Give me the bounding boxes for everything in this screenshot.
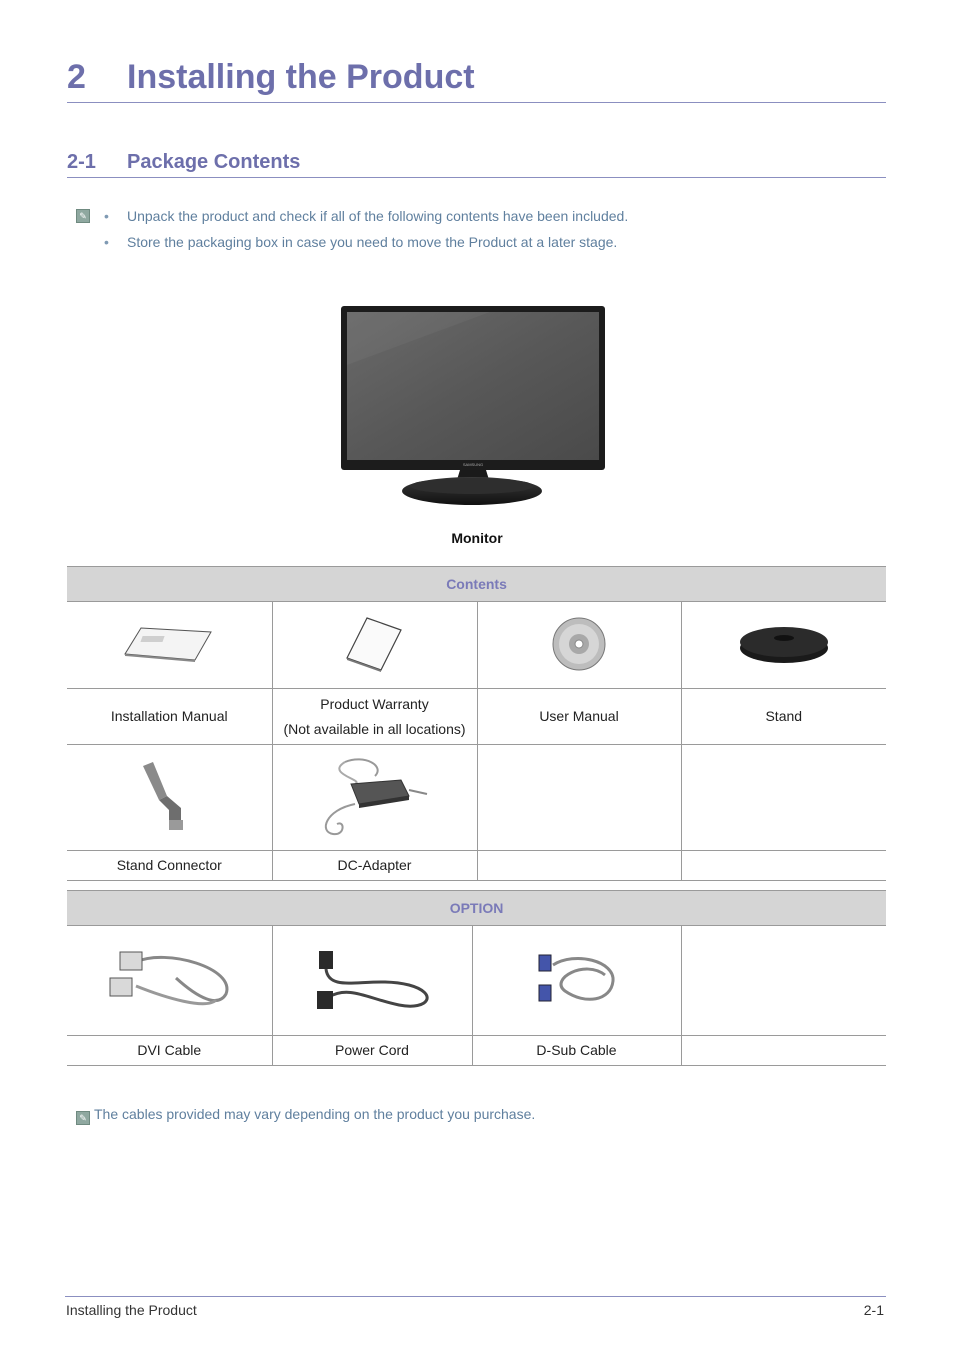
installation-manual-label: Installation Manual — [67, 689, 272, 745]
section-number: 2-1 — [67, 151, 96, 173]
d-sub-cable-label: D-Sub Cable — [472, 1036, 681, 1066]
product-warranty-note: (Not available in all locations) — [283, 720, 466, 737]
cd-icon — [551, 616, 607, 672]
contents-table — [67, 566, 886, 881]
footer-title: Installing the Product — [66, 1302, 197, 1318]
stand-connector-label: Stand Connector — [67, 851, 272, 881]
stand-icon — [738, 622, 830, 666]
note-icon: ✎ — [76, 1111, 90, 1125]
d-sub-cable-icon — [535, 951, 619, 1007]
contents-label-row — [67, 851, 886, 881]
empty-cell — [477, 745, 681, 851]
installation-manual-cell — [67, 602, 272, 689]
monitor-brand-logo: SAMSUNG — [462, 462, 484, 467]
dc-adapter-cell — [272, 745, 477, 851]
dvi-cable-cell — [67, 926, 272, 1036]
chapter-heading — [67, 56, 886, 103]
footnote — [76, 1106, 535, 1125]
empty-label — [477, 851, 681, 881]
chapter-title: Installing the Product — [127, 58, 475, 96]
dvi-cable-label: DVI Cable — [67, 1036, 272, 1066]
note-icon: ✎ — [76, 209, 90, 223]
option-header-row — [67, 891, 886, 926]
user-manual-cell — [477, 602, 681, 689]
dc-adapter-icon — [315, 754, 435, 838]
contents-header: Contents — [67, 567, 886, 602]
contents-header-row — [67, 567, 886, 602]
option-header: OPTION — [67, 891, 886, 926]
power-cord-icon — [309, 945, 435, 1013]
note-text: Unpack the product and check if all of the following contents have been included. — [127, 208, 629, 224]
product-warranty-label: Product Warranty — [320, 695, 429, 712]
option-label-row — [67, 1036, 886, 1066]
contents-image-row — [67, 602, 886, 689]
d-sub-cable-cell — [472, 926, 681, 1036]
bullet-icon: • — [104, 234, 109, 250]
user-manual-label: User Manual — [477, 689, 681, 745]
dc-adapter-label: DC-Adapter — [272, 851, 477, 881]
power-cord-label: Power Cord — [272, 1036, 472, 1066]
stand-connector-cell — [67, 745, 272, 851]
note-text: Store the packaging box in case you need to move the Product at a later stage. — [127, 234, 618, 250]
chapter-number: 2 — [67, 58, 86, 96]
product-warranty-cell — [272, 602, 477, 689]
installation-manual-icon — [123, 624, 215, 664]
product-warranty-icon — [345, 616, 405, 672]
stand-cell — [681, 602, 886, 689]
monitor-image — [340, 305, 606, 509]
option-table — [67, 890, 886, 1066]
product-warranty-label-cell — [272, 689, 477, 745]
page-number: 2-1 — [863, 1302, 884, 1318]
empty-label — [681, 851, 886, 881]
empty-cell — [681, 926, 886, 1036]
option-image-row — [67, 926, 886, 1036]
dvi-cable-icon — [106, 948, 232, 1010]
stand-label: Stand — [681, 689, 886, 745]
stand-connector-icon — [139, 760, 199, 832]
section-title: Package Contents — [127, 151, 301, 173]
empty-cell — [681, 745, 886, 851]
power-cord-cell — [272, 926, 472, 1036]
contents-label-row — [67, 689, 886, 745]
empty-label — [681, 1036, 886, 1066]
bullet-icon: • — [104, 208, 109, 224]
section-heading — [67, 149, 886, 178]
contents-image-row — [67, 745, 886, 851]
footnote-text: The cables provided may vary depending on the product you purchase. — [94, 1106, 536, 1122]
footer-divider — [65, 1296, 886, 1297]
monitor-caption: Monitor — [451, 530, 503, 546]
